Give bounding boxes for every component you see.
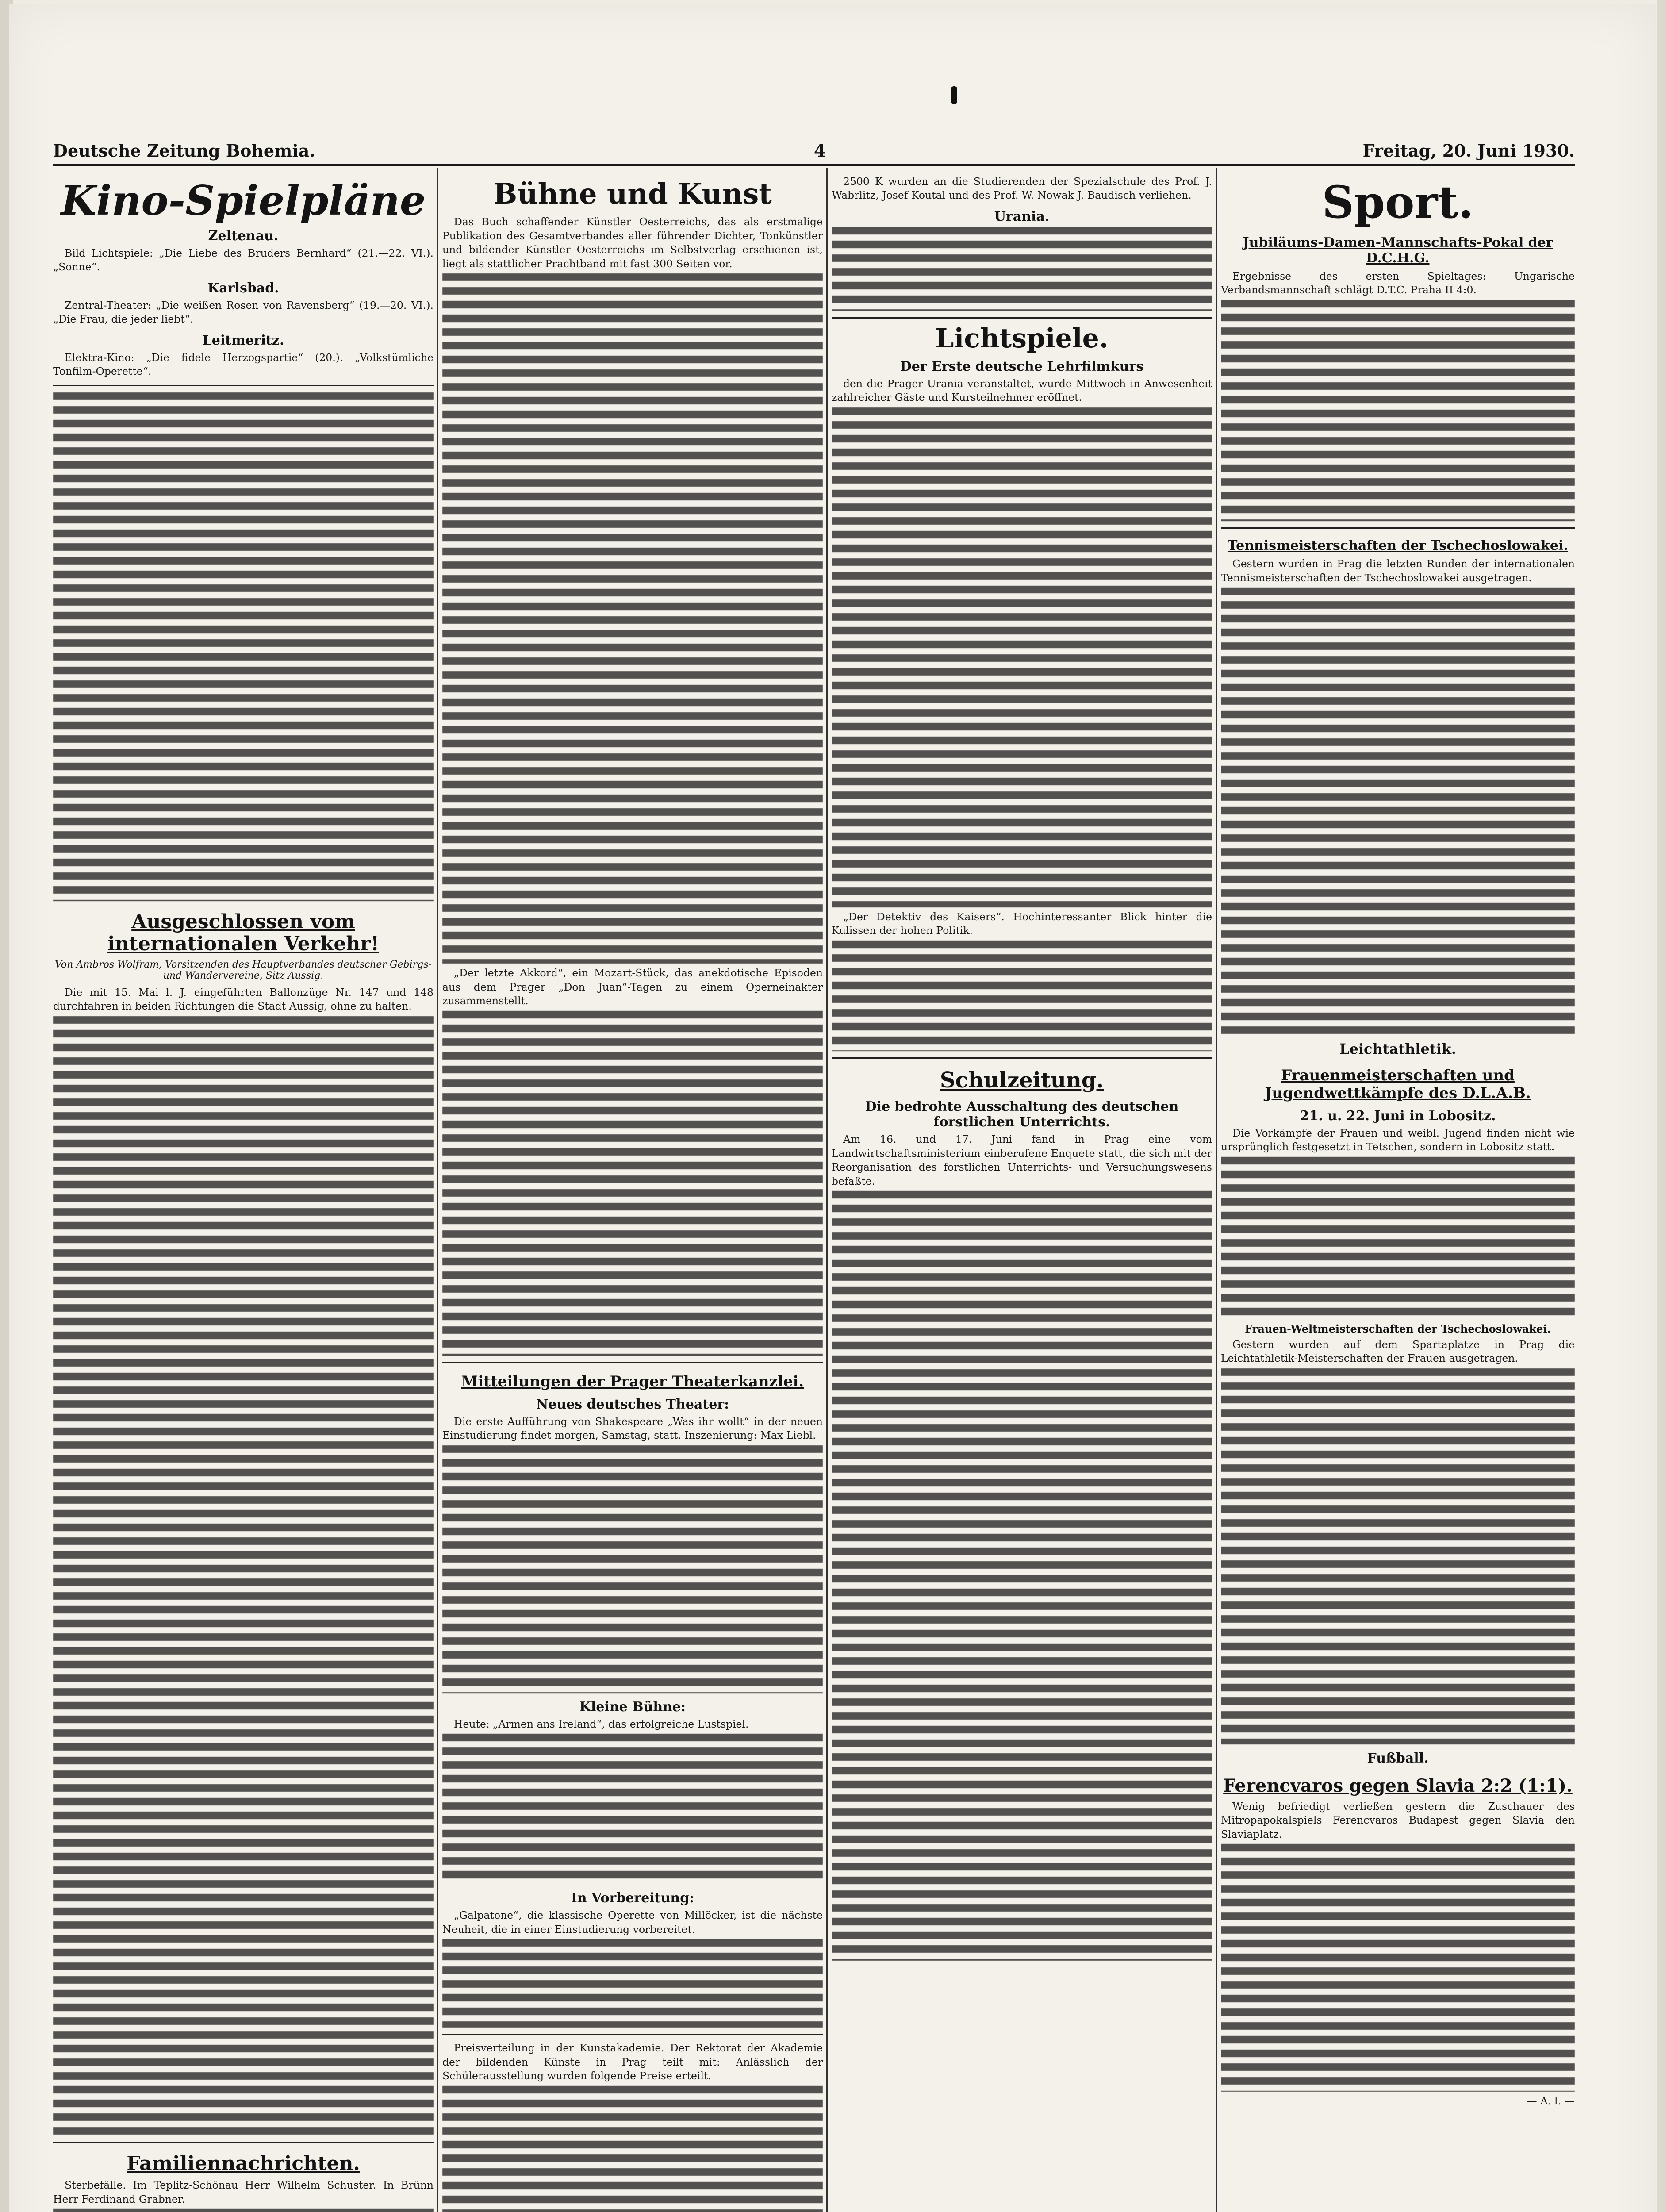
divider (53, 2142, 434, 2143)
newspaper-name: Deutsche Zeitung Bohemia. (53, 141, 315, 161)
divider (442, 2034, 823, 2035)
subheading: 21. u. 22. Juni in Lobositz. (1300, 1108, 1496, 1124)
paragraph: Die erste Aufführung von Shakespeare „Was ihr wollt“ in der neuen Einstudierung findet morgen, Samstag, statt. Inszenierung: Max Liebl. (442, 1415, 823, 1442)
text-block (832, 941, 1212, 1051)
subheading: Urania. (994, 208, 1050, 224)
paragraph: Das Buch schaffender Künstler Oesterreichs, das als erstmalige Publikation des Gesamtverbandes aller führender Dichter, Tonkünstler und bildender Künstler Oesterreichs im Selbstverlag erschienen ist, liegt als stattlicher Prachtband mit fast 300 Seiten vor. (442, 215, 823, 270)
text-block (1221, 1157, 1575, 1316)
text-block (442, 1011, 823, 1356)
text-block (442, 273, 823, 964)
divider (53, 385, 434, 386)
text-block (832, 407, 1212, 907)
text-block (442, 1939, 823, 2028)
divider (832, 317, 1212, 319)
article-headline: Frauenmeisterschaften und Jugendwettkämpfe des D.L.A.B. (1265, 1067, 1531, 1102)
masthead-rule (53, 164, 1575, 166)
article-headline: Mitteilungen der Prager Theaterkanzlei. (461, 1372, 804, 1390)
text-block (53, 1016, 434, 2135)
paragraph: Sterbefälle. Im Teplitz-Schönau Herr Wilhelm Schuster. In Brünn Herr Ferdinand Grabner. (53, 2179, 434, 2205)
text-block (1221, 1844, 1575, 2092)
section-title-schulzeitung: Schulzeitung. (940, 1068, 1104, 1093)
text-block (53, 2209, 434, 2212)
page-edge-right (1657, 0, 1665, 2212)
subheading: Leichtathletik. (1339, 1041, 1457, 1058)
issue-date: Freitag, 20. Juni 1930. (1362, 141, 1575, 161)
text-block (1221, 588, 1575, 1034)
text-block (442, 2086, 823, 2212)
subheading: Leitmeritz. (202, 332, 284, 348)
paragraph: Heute: „Armen ans Ireland“, das erfolgreiche Lustspiel. (454, 1717, 749, 1730)
subheading: Frauen-Weltmeisterschaften der Tschechoslowakei. (1245, 1322, 1551, 1335)
byline: Von Ambros Wolfram, Vorsitzenden des Hauptverbandes deutscher Gebirgs- und Wandervereine, Sitz Aussig. (55, 959, 432, 981)
column-4 (1221, 175, 1575, 2212)
subheading: Kleine Bühne: (579, 1699, 686, 1715)
column-rule (826, 168, 828, 2212)
column-2 (442, 175, 823, 2212)
paragraph: Ergebnisse des ersten Spieltages: Ungarische Verbandsmannschaft schlägt D.T.C. Praha II 4:0. (1221, 270, 1575, 296)
page-number: 4 (814, 141, 826, 161)
signature: — A. l. — (1527, 2095, 1575, 2108)
text-block (53, 392, 434, 901)
section-title-buehne: Bühne und Kunst (493, 177, 772, 211)
paragraph: Die mit 15. Mai l. J. eingeführten Ballonzüge Nr. 147 und 148 durchfahren in beiden Richtungen die Stadt Aussig, ohne zu halten. (53, 986, 434, 1013)
masthead (53, 141, 1575, 172)
paragraph: „Galpatone“, die klassische Operette von Millöcker, ist die nächste Neuheit, die in einer Einstudierung vorbereitet. (442, 1909, 823, 1936)
subheading: Neues deutsches Theater: (536, 1396, 729, 1412)
section-title-lichtspiele: Lichtspiele. (935, 323, 1109, 354)
article-headline: Ausgeschlossen vom internationalen Verkehr! (107, 910, 379, 956)
divider (832, 1057, 1212, 1059)
column-rule (437, 168, 438, 2212)
paragraph: „Der letzte Akkord“, ein Mozart-Stück, das anekdotische Episoden aus dem Prager „Don Juan“-Tagen zu einem Operneinakter zusammenstellt. (442, 967, 823, 1007)
divider (1221, 527, 1575, 529)
column-1 (53, 175, 434, 2212)
paragraph: Am 16. und 17. Juni fand in Prag eine vom Landwirtschaftsministerium einberufene Enquete statt, die sich mit der Reorganisation des forstlichen Unterrichts- und Versuchungswesens befaßte. (832, 1133, 1212, 1187)
subheading: Fußball. (1367, 1750, 1429, 1766)
paragraph: Gestern wurden auf dem Spartaplatze in Prag die Leichtathletik-Meisterschaften der Frauen ausgetragen. (1221, 1338, 1575, 1365)
paragraph: Bild Lichtspiele: „Die Liebe des Bruders Bernhard“ (21.—22. VI.). „Sonne“. (53, 246, 434, 273)
paragraph: Die Vorkämpfe der Frauen und weibl. Jugend finden nicht wie ursprünglich festgesetzt in Tetschen, sondern in Lobositz statt. (1221, 1126, 1575, 1153)
article-headline: Familiennachrichten. (127, 2152, 360, 2175)
article-headline: Ferencvaros gegen Slavia 2:2 (1:1). (1223, 1775, 1573, 1796)
column-rule (1216, 168, 1217, 2212)
column-3 (832, 175, 1212, 2212)
paragraph: den die Prager Urania veranstaltet, wurde Mittwoch in Anwesenheit zahlreicher Gäste und Kursteilnehmer eröffnet. (832, 377, 1212, 404)
ink-mark (951, 86, 957, 104)
paragraph: Gestern wurden in Prag die letzten Runden der internationalen Tennismeisterschaften der Tschechoslowakei ausgetragen. (1221, 557, 1575, 584)
article-headline: Jubiläums-Damen-Mannschafts-Pokal der D.C.H.G. (1243, 235, 1553, 266)
paragraph: Preisverteilung in der Kunstakademie. Der Rektorat der Akademie der bildenden Künste in Prag teilt mit: Anlässlich der Schülerausstellung wurden folgende Preise erteilt. (442, 2042, 823, 2082)
section-title-kino: Kino-Spielpläne (61, 177, 426, 224)
subheading: Die bedrohte Ausschaltung des deutschen forstlichen Unterrichts. (865, 1099, 1179, 1130)
text-block (442, 1734, 823, 1884)
text-block (1221, 300, 1575, 521)
text-block (442, 1445, 823, 1693)
article-headline: Tennismeisterschaften der Tschechoslowakei. (1228, 538, 1568, 553)
paragraph: 2500 K wurden an die Studierenden der Spezialschule des Prof. J. Wabrlitz, Josef Koutal und des Prof. W. Nowak J. Baudisch verliehen. (832, 175, 1212, 202)
section-title-sport: Sport. (1322, 176, 1474, 228)
subheading: Zeltenau. (208, 228, 279, 244)
paragraph: Zentral-Theater: „Die weißen Rosen von Ravensberg“ (19.—20. VI.). „Die Frau, die jeder liebt“. (53, 299, 434, 326)
paragraph: „Der Detektiv des Kaisers“. Hochinteressanter Blick hinter die Kulissen der hohen Politik. (832, 910, 1212, 937)
paragraph: Elektra-Kino: „Die fidele Herzogspartie“ (20.). „Volkstümliche Tonfilm-Operette“. (53, 351, 434, 378)
subheading: Karlsbad. (207, 280, 279, 296)
subheading: Der Erste deutsche Lehrfilmkurs (900, 358, 1144, 374)
divider (442, 1362, 823, 1363)
text-block (832, 1191, 1212, 1961)
text-block (1221, 1368, 1575, 1744)
paragraph: Wenig befriedigt verließen gestern die Zuschauer des Mitropapokalspiels Ferencvaros Budapest gegen Slavia den Slaviaplatz. (1221, 1800, 1575, 1840)
text-block (832, 227, 1212, 311)
subheading: In Vorbereitung: (571, 1890, 694, 1906)
